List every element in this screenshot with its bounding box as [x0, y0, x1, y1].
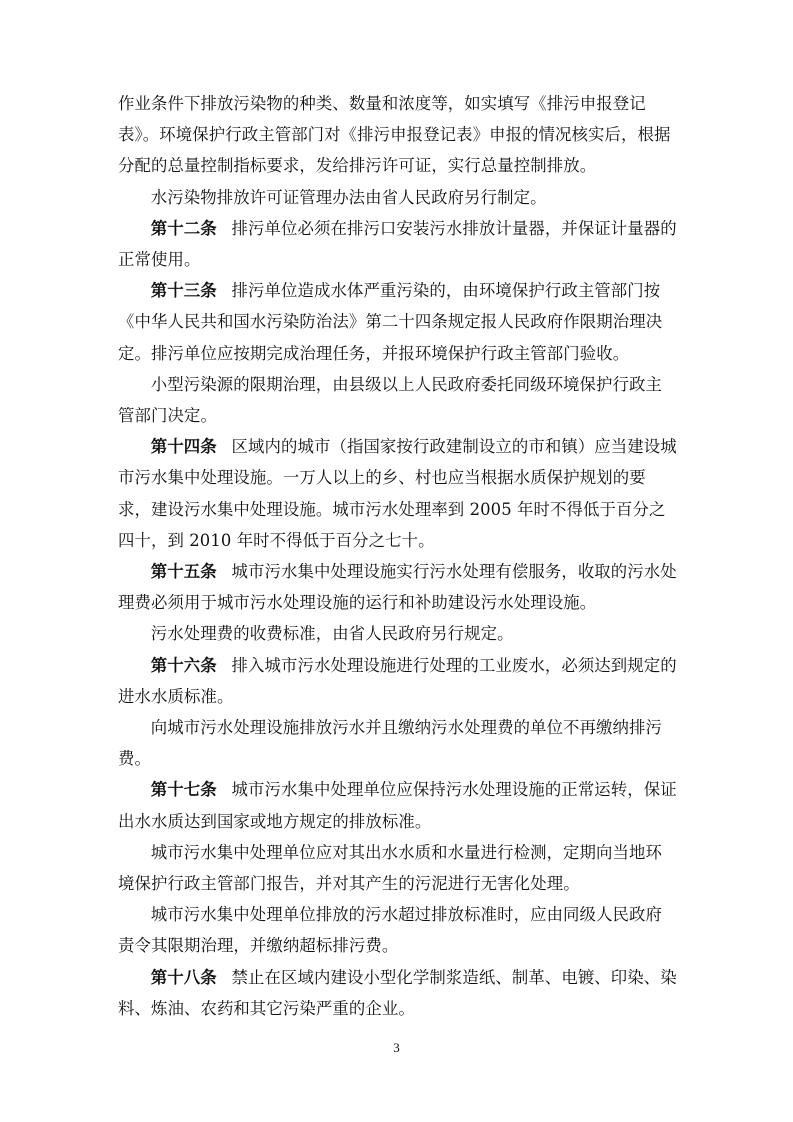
- paragraph: [118, 837, 678, 899]
- paragraph: [118, 712, 678, 774]
- paragraph-text: 向城市污水处理设施排放污水并且缴纳污水处理费的单位不再缴纳排污费。: [118, 718, 663, 769]
- article-paragraph: [118, 213, 678, 275]
- paragraph-text: 城市污水集中处理单位应保持污水处理设施的正常运转，保证出水水质达到国家或地方规定的排放标准。: [118, 780, 677, 831]
- article-number: 第十三条: [150, 281, 217, 301]
- paragraph-text: 城市污水集中处理单位应对其出水水质和水量进行检测，定期向当地环境保护行政主管部门报告，并对其产生的污泥进行无害化处理。: [118, 842, 663, 894]
- paragraph: [118, 182, 678, 213]
- paragraph-text: 区域内的城市（指国家按行政建制设立的市和镇）应当建设城市污水集中处理设施。一万人以上的乡、村也应当根据水质保护规划的要求，建设污水集中处理设施。城市污水处理率到 2005 年时不得低于百分之四十，到 2010 年时不得低于百分之七十。: [118, 437, 677, 550]
- article-number: 第十二条: [150, 218, 217, 238]
- paragraph-text: 禁止在区域内建设小型化学制浆造纸、制革、电镀、印染、染料、炼油、农药和其它污染严重的企业。: [118, 967, 677, 1018]
- article-number: 第十五条: [150, 562, 217, 582]
- paragraph: [118, 88, 678, 182]
- paragraph: [118, 369, 678, 431]
- body-text: [118, 88, 678, 1024]
- paragraph-text: 城市污水集中处理单位排放的污水超过排放标准时，应由同级人民政府责令其限期治理，并缴纳超标排污费。: [118, 905, 663, 956]
- article-paragraph: [118, 431, 678, 556]
- paragraph-text: 排污单位造成水体严重污染的，由环境保护行政主管部门按《中华人民共和国水污染防治法》第二十四条规定报人民政府作限期治理决定。排污单位应按期完成治理任务，并报环境保护行政主管部门验收。: [118, 281, 663, 363]
- paragraph-text: 水污染物排放许可证管理办法由省人民政府另行制定。: [150, 187, 547, 207]
- article-number: 第十七条: [150, 780, 217, 800]
- paragraph-text: 城市污水集中处理设施实行污水处理有偿服务，收取的污水处理费必须用于城市污水处理设施的运行和补助建设污水处理设施。: [118, 562, 677, 613]
- page-number: 3: [393, 1040, 400, 1055]
- article-paragraph: [118, 556, 678, 618]
- article-paragraph: [118, 962, 678, 1024]
- article-paragraph: [118, 275, 678, 369]
- article-number: 第十四条: [150, 437, 217, 457]
- paragraph-text: 小型污染源的限期治理，由县级以上人民政府委托同级环境保护行政主管部门决定。: [118, 374, 663, 426]
- article-number: 第十六条: [150, 655, 217, 675]
- paragraph: [118, 899, 678, 961]
- paragraph-text: 作业条件下排放污染物的种类、数量和浓度等，如实填写《排污申报登记表》。环境保护行政主管部门对《排污申报登记表》申报的情况核实后，根据分配的总量控制指标要求，发给排污许可证，实行总量控制排放。: [118, 94, 671, 176]
- paragraph: [118, 618, 678, 649]
- paragraph-text: 排污单位必须在排污口安装污水排放计量器，并保证计量器的正常使用。: [118, 218, 677, 270]
- article-paragraph: [118, 774, 678, 836]
- article-number: 第十八条: [150, 967, 217, 987]
- paragraph-text: 排入城市污水处理设施进行处理的工业废水，必须达到规定的进水水质标准。: [118, 655, 677, 706]
- paragraph-text: 污水处理费的收费标准，由省人民政府另行规定。: [150, 624, 514, 644]
- article-paragraph: [118, 650, 678, 712]
